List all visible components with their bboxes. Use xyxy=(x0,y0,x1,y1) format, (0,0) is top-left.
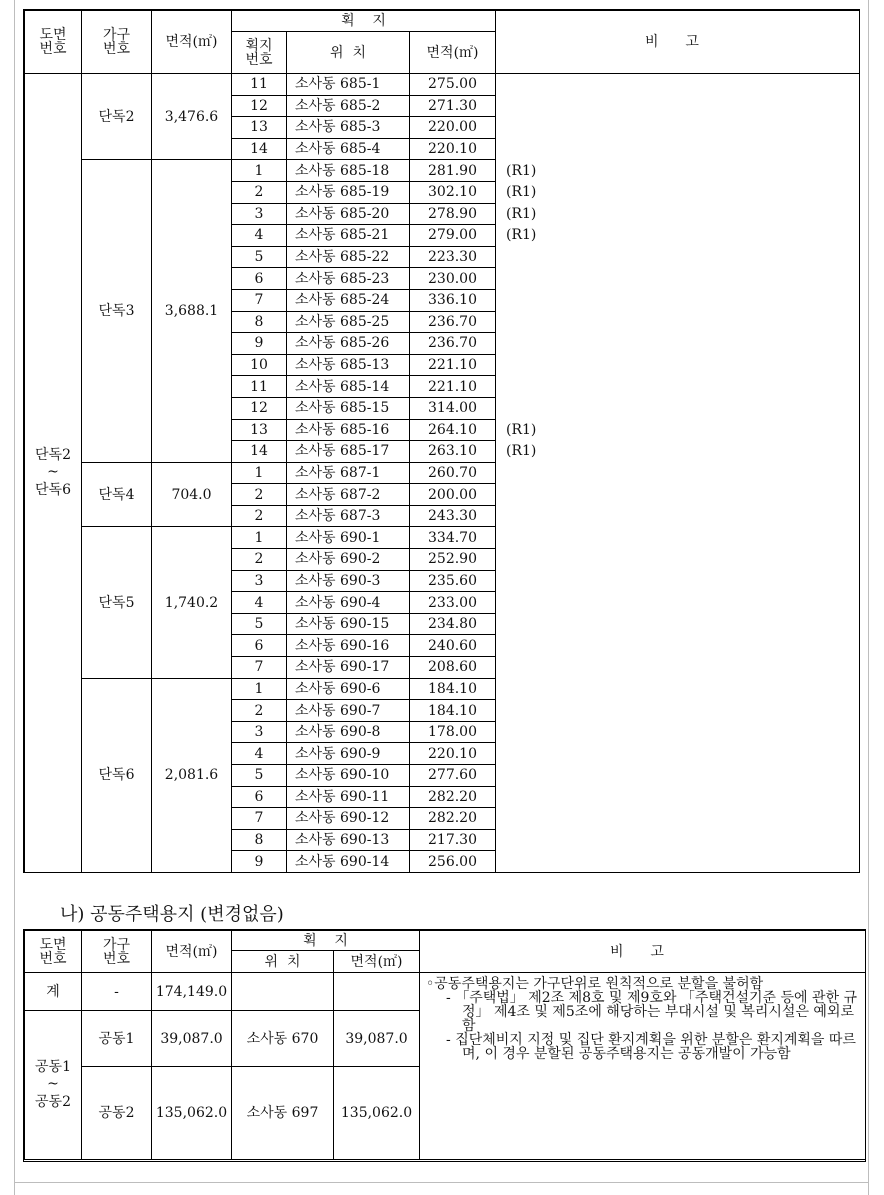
household-name: 단독4 xyxy=(82,462,152,527)
parcel-note: (R1) xyxy=(496,225,860,247)
household-name: 단독3 xyxy=(82,160,152,462)
parcel-location: 소사동 690-12 xyxy=(287,808,410,830)
parcel-no: 3 xyxy=(232,203,287,225)
parcel-no: 12 xyxy=(232,95,287,117)
t2-header-household-no: 가구 번호 xyxy=(82,931,152,973)
parcel-location: 소사동 687-2 xyxy=(287,484,410,506)
parcel-location: 소사동 687-3 xyxy=(287,505,410,527)
parcel-no: 8 xyxy=(232,311,287,333)
parcel-area: 178.00 xyxy=(410,721,496,743)
parcel-area: 252.90 xyxy=(410,549,496,571)
total-household: - xyxy=(82,973,152,1011)
parcel-location: 소사동 685-24 xyxy=(287,289,410,311)
parcel-note xyxy=(496,268,860,290)
t2-area: 39,087.0 xyxy=(152,1011,232,1067)
table-row xyxy=(25,678,860,700)
parcel-note xyxy=(496,635,860,657)
parcel-note xyxy=(496,117,860,139)
parcel-area: 256.00 xyxy=(410,851,496,873)
parcel-no: 2 xyxy=(232,181,287,203)
parcel-no: 11 xyxy=(232,376,287,398)
parcel-area: 240.60 xyxy=(410,635,496,657)
parcel-note xyxy=(496,462,860,484)
parcel-location: 소사동 690-9 xyxy=(287,743,410,765)
parcel-location: 소사동 685-2 xyxy=(287,95,410,117)
parcel-area: 184.10 xyxy=(410,678,496,700)
t2-header-area: 면적(㎡) xyxy=(152,931,232,973)
page-margin-left xyxy=(14,0,15,1195)
household-area: 3,476.6 xyxy=(152,74,232,160)
header-parcel-no: 획지 번호 xyxy=(232,32,287,74)
parcel-location: 소사동 685-22 xyxy=(287,246,410,268)
parcel-no: 6 xyxy=(232,786,287,808)
parcel-note xyxy=(496,505,860,527)
parcel-no: 7 xyxy=(232,289,287,311)
parcel-area: 275.00 xyxy=(410,74,496,96)
parcel-area: 281.90 xyxy=(410,160,496,182)
parcel-location: 소사동 685-25 xyxy=(287,311,410,333)
header-parcel-area: 면적(㎡) xyxy=(410,32,496,74)
plan-no-cell: 단독2 ~ 단독6 xyxy=(25,74,82,873)
parcel-location: 소사동 685-14 xyxy=(287,376,410,398)
t2-location: 소사동 670 xyxy=(232,1011,334,1067)
parcel-area: 235.60 xyxy=(410,570,496,592)
parcel-no: 14 xyxy=(232,138,287,160)
t2-parcel-area: 135,062.0 xyxy=(334,1067,420,1160)
parcel-no: 1 xyxy=(232,160,287,182)
parcel-area: 230.00 xyxy=(410,268,496,290)
parcel-area: 217.30 xyxy=(410,829,496,851)
parcel-no: 7 xyxy=(232,657,287,679)
parcel-no: 13 xyxy=(232,117,287,139)
remarks-cell xyxy=(420,973,866,1160)
parcel-location: 소사동 685-18 xyxy=(287,160,410,182)
parcel-note xyxy=(496,851,860,873)
t2-area: 135,062.0 xyxy=(152,1067,232,1160)
parcel-note xyxy=(496,570,860,592)
parcel-no: 6 xyxy=(232,635,287,657)
t2-header-plan-no: 도면 번호 xyxy=(25,931,82,973)
t2-header-remark-text: 비 고 xyxy=(609,943,676,960)
parcel-area: 184.10 xyxy=(410,700,496,722)
parcel-location: 소사동 690-14 xyxy=(287,851,410,873)
parcel-note xyxy=(496,333,860,355)
parcel-location: 소사동 685-1 xyxy=(287,74,410,96)
parcel-area: 236.70 xyxy=(410,333,496,355)
header-remark-text: 비 고 xyxy=(644,34,711,50)
parcel-location: 소사동 690-13 xyxy=(287,829,410,851)
table-row xyxy=(25,462,860,484)
header-parcel-group: 획 지 xyxy=(232,11,496,32)
parcel-area: 236.70 xyxy=(410,311,496,333)
parcel-location: 소사동 685-17 xyxy=(287,441,410,463)
parcel-note xyxy=(496,289,860,311)
t2-header-remark xyxy=(420,931,866,973)
total-label: 계 xyxy=(25,973,82,1011)
total-parcel-area xyxy=(334,973,420,1011)
parcel-note xyxy=(496,786,860,808)
parcel-location: 소사동 685-23 xyxy=(287,268,410,290)
parcel-note xyxy=(496,700,860,722)
apartment-land-table xyxy=(24,930,866,1160)
parcel-location: 소사동 685-15 xyxy=(287,397,410,419)
total-area: 174,149.0 xyxy=(152,973,232,1011)
parcel-area: 260.70 xyxy=(410,462,496,484)
parcel-area: 282.20 xyxy=(410,786,496,808)
parcel-note xyxy=(496,354,860,376)
parcel-no: 4 xyxy=(232,225,287,247)
parcel-area: 302.10 xyxy=(410,181,496,203)
parcel-note xyxy=(496,484,860,506)
table-row xyxy=(25,160,860,182)
parcel-no: 5 xyxy=(232,246,287,268)
t2-parcel-area: 39,087.0 xyxy=(334,1011,420,1067)
table-row xyxy=(25,527,860,549)
parcel-location: 소사동 690-6 xyxy=(287,678,410,700)
parcel-area: 263.10 xyxy=(410,441,496,463)
household-name: 단독5 xyxy=(82,527,152,678)
parcel-area: 220.00 xyxy=(410,117,496,139)
parcel-note xyxy=(496,95,860,117)
parcel-no: 7 xyxy=(232,808,287,830)
parcel-no: 2 xyxy=(232,700,287,722)
header-household-no: 가구 번호 xyxy=(82,11,152,74)
parcel-no: 12 xyxy=(232,397,287,419)
parcel-area: 279.00 xyxy=(410,225,496,247)
header-location: 위 치 xyxy=(287,32,410,74)
parcel-note xyxy=(496,397,860,419)
parcel-location: 소사동 690-7 xyxy=(287,700,410,722)
parcel-no: 4 xyxy=(232,743,287,765)
parcel-no: 11 xyxy=(232,74,287,96)
t2-location: 소사동 697 xyxy=(232,1067,334,1160)
parcel-location: 소사동 690-17 xyxy=(287,657,410,679)
parcel-no: 1 xyxy=(232,678,287,700)
parcel-no: 3 xyxy=(232,570,287,592)
t2-header-parcel-area: 면적(㎡) xyxy=(334,951,420,973)
parcel-no: 2 xyxy=(232,505,287,527)
remark-main: ◦공동주택용지는 가구단위로 원칙적으로 분할을 불허함 xyxy=(426,976,764,992)
parcel-area: 334.70 xyxy=(410,527,496,549)
parcel-note xyxy=(496,721,860,743)
parcel-area: 221.10 xyxy=(410,354,496,376)
parcel-note: (R1) xyxy=(496,160,860,182)
parcel-area: 282.20 xyxy=(410,808,496,830)
parcel-area: 221.10 xyxy=(410,376,496,398)
household-area: 2,081.6 xyxy=(152,678,232,872)
parcel-note xyxy=(496,613,860,635)
parcel-note xyxy=(496,657,860,679)
parcel-location: 소사동 685-4 xyxy=(287,138,410,160)
parcel-area: 278.90 xyxy=(410,203,496,225)
page-margin-right xyxy=(868,0,869,1195)
parcel-area: 220.10 xyxy=(410,743,496,765)
t2-header-parcel-group: 획 지 xyxy=(232,931,420,951)
parcel-note xyxy=(496,138,860,160)
household-name: 단독2 xyxy=(82,74,152,160)
parcel-note xyxy=(496,678,860,700)
parcel-no: 1 xyxy=(232,462,287,484)
parcel-area: 314.00 xyxy=(410,397,496,419)
parcel-note xyxy=(496,376,860,398)
detached-housing-table xyxy=(24,10,860,873)
parcel-area: 264.10 xyxy=(410,419,496,441)
household-area: 3,688.1 xyxy=(152,160,232,462)
parcel-note: (R1) xyxy=(496,419,860,441)
parcel-note: (R1) xyxy=(496,441,860,463)
parcel-location: 소사동 690-1 xyxy=(287,527,410,549)
parcel-no: 2 xyxy=(232,484,287,506)
parcel-note xyxy=(496,311,860,333)
parcel-no: 3 xyxy=(232,721,287,743)
parcel-note: (R1) xyxy=(496,181,860,203)
parcel-location: 소사동 685-19 xyxy=(287,181,410,203)
t2-header-location: 위 치 xyxy=(232,951,334,973)
parcel-location: 소사동 690-2 xyxy=(287,549,410,571)
parcel-note xyxy=(496,74,860,96)
parcel-no: 9 xyxy=(232,851,287,873)
t2-plan-label: 공동1 ~ 공동2 xyxy=(25,1011,82,1160)
parcel-area: 234.80 xyxy=(410,613,496,635)
parcel-note xyxy=(496,765,860,787)
parcel-no: 9 xyxy=(232,333,287,355)
section-title-apartment-land: 나) 공동주택용지 (변경없음) xyxy=(60,904,284,925)
parcel-location: 소사동 690-3 xyxy=(287,570,410,592)
remark-sub-2: - 집단체비지 지정 및 집단 환지계획을 위한 분할은 환지계획을 따르며, 이 경우 분할된 공동주택용지는 공동개발이 가능함 xyxy=(446,1032,856,1062)
header-area: 면적(㎡) xyxy=(152,11,232,74)
parcel-location: 소사동 690-10 xyxy=(287,765,410,787)
parcel-no: 2 xyxy=(232,549,287,571)
parcel-no: 8 xyxy=(232,829,287,851)
parcel-location: 소사동 690-16 xyxy=(287,635,410,657)
parcel-location: 소사동 685-26 xyxy=(287,333,410,355)
parcel-area: 223.30 xyxy=(410,246,496,268)
header-plan-no: 도면 번호 xyxy=(25,11,82,74)
parcel-location: 소사동 685-21 xyxy=(287,225,410,247)
parcel-no: 13 xyxy=(232,419,287,441)
header-remark xyxy=(496,11,860,74)
table-row xyxy=(25,74,860,96)
parcel-area: 277.60 xyxy=(410,765,496,787)
household-area: 704.0 xyxy=(152,462,232,527)
parcel-area: 336.10 xyxy=(410,289,496,311)
parcel-location: 소사동 685-16 xyxy=(287,419,410,441)
parcel-no: 5 xyxy=(232,765,287,787)
parcel-no: 4 xyxy=(232,592,287,614)
t2-household: 공동1 xyxy=(82,1011,152,1067)
parcel-note xyxy=(496,527,860,549)
parcel-area: 220.10 xyxy=(410,138,496,160)
parcel-note xyxy=(496,246,860,268)
parcel-no: 14 xyxy=(232,441,287,463)
household-area: 1,740.2 xyxy=(152,527,232,678)
parcel-location: 소사동 690-11 xyxy=(287,786,410,808)
parcel-no: 6 xyxy=(232,268,287,290)
parcel-note xyxy=(496,829,860,851)
parcel-location: 소사동 685-3 xyxy=(287,117,410,139)
page-margin-bottom xyxy=(14,1182,869,1183)
parcel-note xyxy=(496,743,860,765)
parcel-location: 소사동 687-1 xyxy=(287,462,410,484)
household-name: 단독6 xyxy=(82,678,152,872)
parcel-no: 5 xyxy=(232,613,287,635)
total-location xyxy=(232,973,334,1011)
parcel-location: 소사동 685-13 xyxy=(287,354,410,376)
parcel-area: 233.00 xyxy=(410,592,496,614)
t2-household: 공동2 xyxy=(82,1067,152,1160)
parcel-location: 소사동 690-8 xyxy=(287,721,410,743)
parcel-no: 1 xyxy=(232,527,287,549)
parcel-note: (R1) xyxy=(496,203,860,225)
parcel-location: 소사동 690-15 xyxy=(287,613,410,635)
parcel-area: 208.60 xyxy=(410,657,496,679)
parcel-area: 243.30 xyxy=(410,505,496,527)
parcel-note xyxy=(496,592,860,614)
remark-sub-1: - 「주택법」 제2조 제8호 및 제9호와 「주택건설기준 등에 관한 규정」 제4조 및 제5조에 해당하는 부대시설 및 복리시설은 예외로 함 xyxy=(446,990,858,1034)
parcel-area: 200.00 xyxy=(410,484,496,506)
parcel-area: 271.30 xyxy=(410,95,496,117)
parcel-location: 소사동 685-20 xyxy=(287,203,410,225)
parcel-no: 10 xyxy=(232,354,287,376)
parcel-location: 소사동 690-4 xyxy=(287,592,410,614)
parcel-note xyxy=(496,549,860,571)
parcel-note xyxy=(496,808,860,830)
